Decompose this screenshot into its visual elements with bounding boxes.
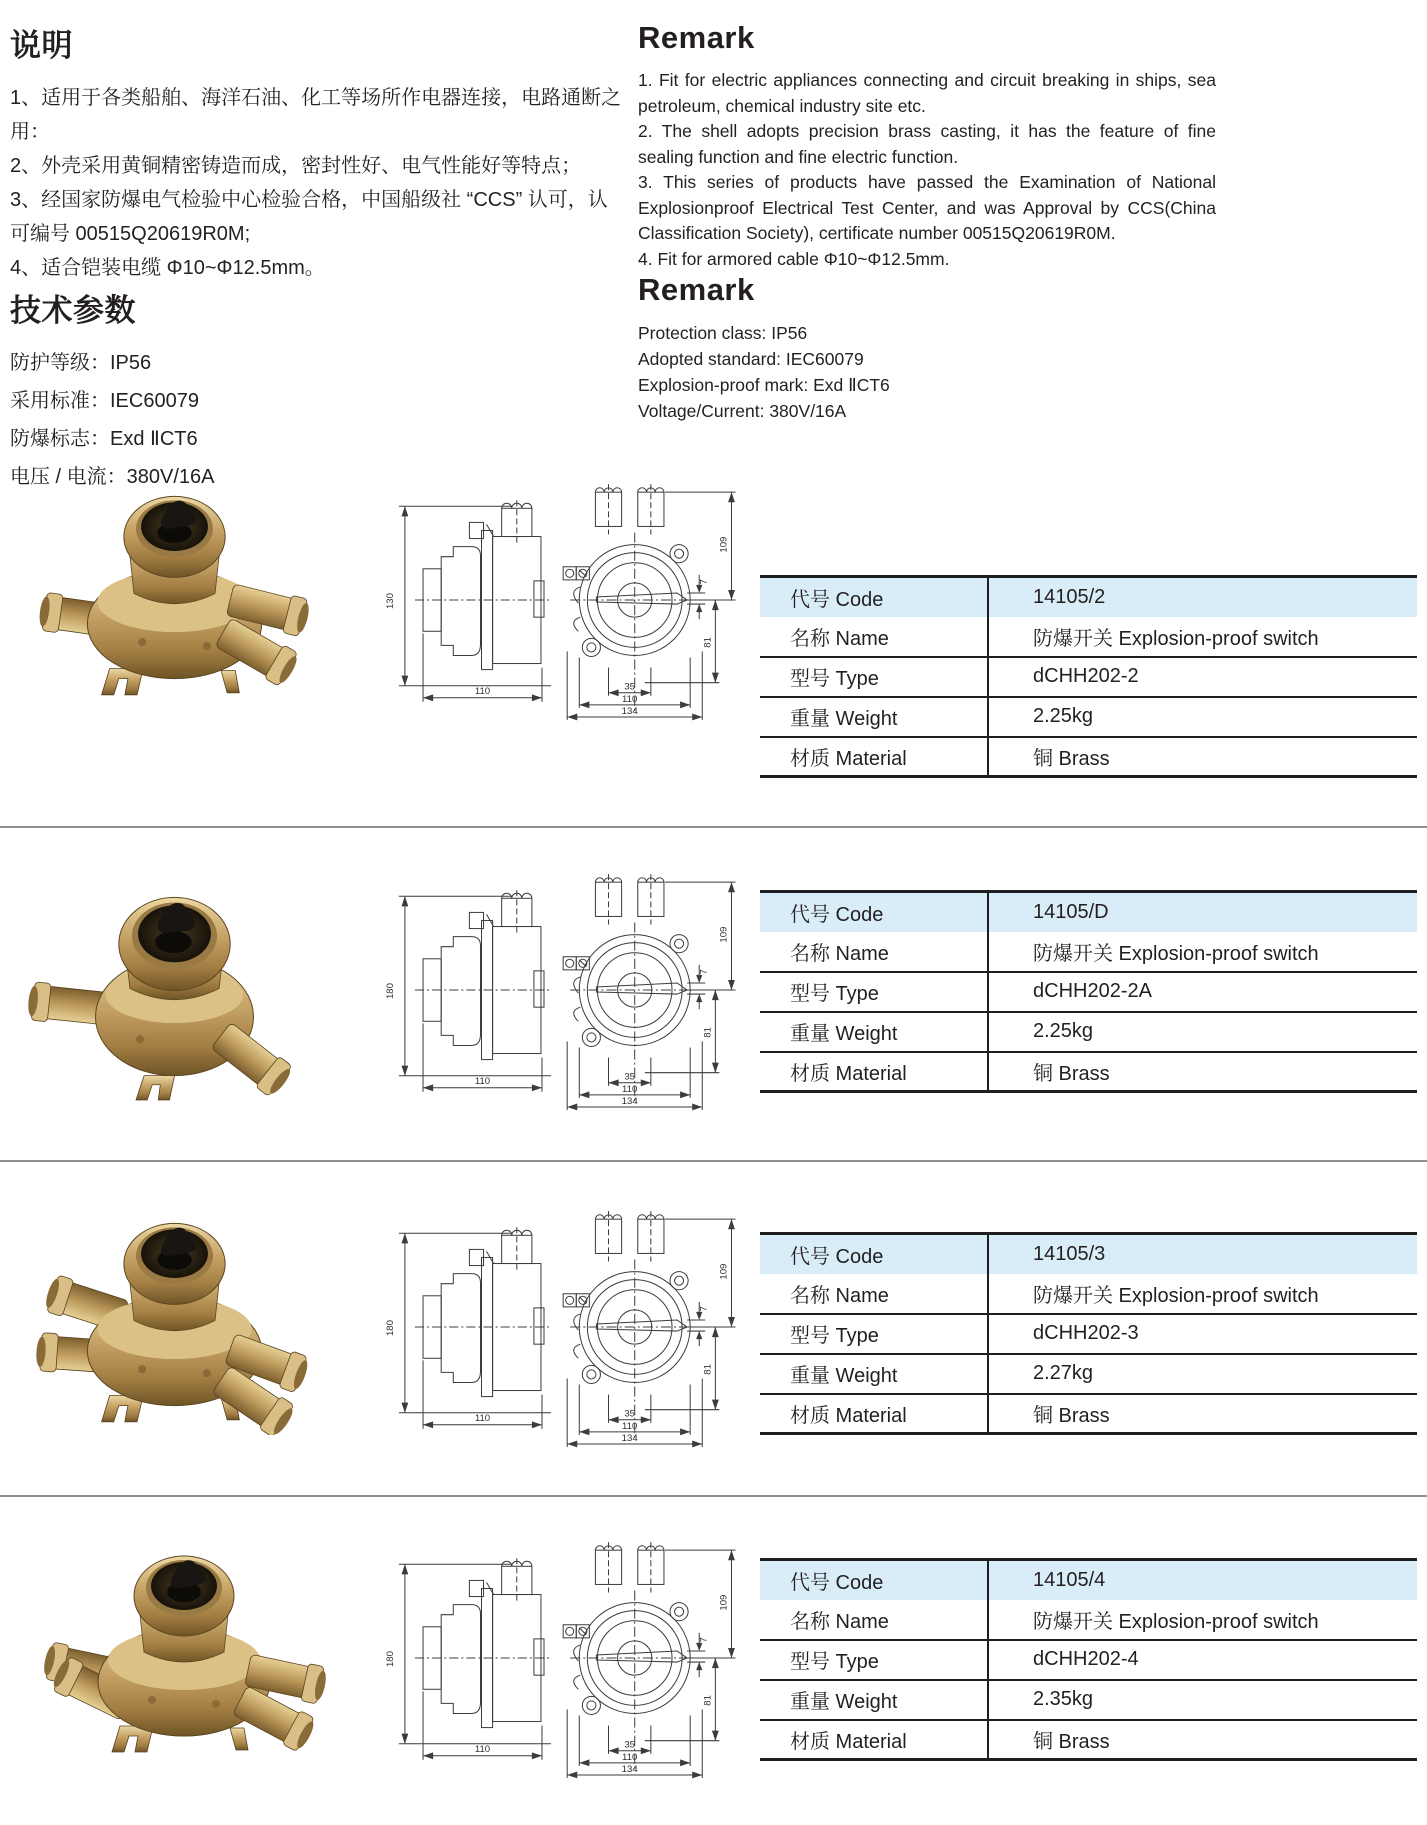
section-divider xyxy=(0,826,1427,828)
spec-row xyxy=(760,1600,1417,1640)
tech-params-heading: 技术参数 xyxy=(10,293,136,328)
dim-label-thickness: 7 xyxy=(698,579,710,585)
spec-value-cell: 铜 Brass xyxy=(988,1052,1417,1092)
spec-value-cell: 防爆开关 Explosion-proof switch xyxy=(1033,1284,1319,1307)
dim-label-thickness: 7 xyxy=(698,1637,710,1643)
tech-param-line: 防护等级：IP56 xyxy=(10,352,152,374)
spec-value-cell: 铜 Brass xyxy=(988,1720,1417,1760)
remark-item: 4. Fit for armored cable Φ10~Φ12.5mm. xyxy=(638,248,950,269)
product-section xyxy=(0,470,1427,810)
spec-label-cell: 重量 Weight xyxy=(760,1354,988,1394)
remark2-list xyxy=(638,320,1216,424)
spec-label-cell: 名称 Name xyxy=(760,617,988,657)
dim-label-upper: 109 xyxy=(718,536,730,553)
dim-label-lower: 81 xyxy=(702,1364,714,1375)
product-section xyxy=(0,855,1427,1195)
spec-label-cell: 代号 Code xyxy=(760,577,988,617)
spec-row xyxy=(760,1394,1417,1434)
tech-param-line: 采用标准：IEC60079 xyxy=(10,390,199,412)
section-divider xyxy=(0,1495,1427,1497)
description-list xyxy=(10,81,622,285)
spec-table xyxy=(760,1558,1417,1761)
dim-label-lower: 81 xyxy=(702,1027,714,1038)
technical-drawing xyxy=(342,860,746,1112)
spec-row xyxy=(760,892,1417,932)
dim-label-height: 130 xyxy=(384,593,396,610)
dim-label-pitch: 35 xyxy=(624,681,636,693)
dim-label-width: 110 xyxy=(622,1083,638,1095)
remark2-heading: Remark xyxy=(638,272,755,307)
brass-switch-graphic xyxy=(22,1197,327,1435)
spec-row xyxy=(760,1012,1417,1052)
dim-label-upper: 109 xyxy=(718,1263,730,1280)
remark-item: 3. This series of products have passed the Examination of National Explosionproof Electrical Test Center, and was Approval by CCS(China Classification Society), certificate number 00515Q20619R0M. xyxy=(638,172,1216,243)
dim-label-pitch: 35 xyxy=(624,1071,636,1083)
spec-value-cell: 防爆开关 Explosion-proof switch xyxy=(1033,627,1319,650)
dim-label-thickness: 7 xyxy=(698,1306,710,1312)
dim-label-lower: 81 xyxy=(702,1695,714,1706)
dim-label-side-width: 110 xyxy=(474,1412,491,1424)
dimension-drawing xyxy=(342,860,746,1112)
remark2-line: Adopted standard: IEC60079 xyxy=(638,349,864,369)
dim-label-side-width: 110 xyxy=(474,1075,491,1087)
spec-label-cell: 重量 Weight xyxy=(760,1012,988,1052)
dimension-drawing xyxy=(342,1528,746,1780)
spec-value-cell: 2.35kg xyxy=(988,1680,1417,1720)
spec-row xyxy=(760,617,1417,657)
spec-row xyxy=(760,1720,1417,1760)
spec-row xyxy=(760,1640,1417,1680)
spec-label-cell: 型号 Type xyxy=(760,1640,988,1680)
spec-label-cell: 重量 Weight xyxy=(760,697,988,737)
remark-list xyxy=(638,68,1216,272)
section-divider xyxy=(0,1160,1427,1162)
spec-label-cell: 代号 Code xyxy=(760,1560,988,1600)
spec-label-cell: 型号 Type xyxy=(760,972,988,1012)
product-section xyxy=(0,1192,1427,1532)
spec-value-cell: 14105/4 xyxy=(1033,1568,1106,1591)
dim-label-overall: 134 xyxy=(621,1432,638,1444)
spec-label-cell: 代号 Code xyxy=(760,1234,988,1274)
remark2-line: Protection class: IP56 xyxy=(638,323,808,343)
spec-value-cell: dCHH202-4 xyxy=(988,1640,1417,1680)
spec-row xyxy=(760,1234,1417,1274)
spec-row xyxy=(760,1314,1417,1354)
remark-section xyxy=(638,20,1216,424)
dim-label-width: 110 xyxy=(622,1420,638,1432)
product-photo xyxy=(22,1197,332,1435)
dim-label-thickness: 7 xyxy=(698,969,710,975)
spec-row xyxy=(760,577,1417,617)
spec-value-cell: 2.25kg xyxy=(988,697,1417,737)
remark2-line: Voltage/Current: 380V/16A xyxy=(638,401,847,421)
spec-table xyxy=(760,575,1417,778)
dimension-drawing xyxy=(342,470,746,722)
spec-label-cell: 材质 Material xyxy=(760,737,988,777)
spec-label-cell: 材质 Material xyxy=(760,1052,988,1092)
description-item: 4、适合铠装电缆 Φ10~Φ12.5mm。 xyxy=(10,257,325,279)
remark-item: 1. Fit for electric appliances connecting and circuit breaking in ships, sea petroleum, chemical industry site etc. xyxy=(638,70,1216,116)
dim-label-height: 180 xyxy=(384,1651,396,1668)
dim-label-side-width: 110 xyxy=(474,685,491,697)
spec-row xyxy=(760,1274,1417,1314)
dim-label-pitch: 35 xyxy=(624,1408,636,1420)
description-heading: 说明 xyxy=(10,28,73,63)
description-item: 2、外壳采用黄铜精密铸造而成，密封性好、电气性能好等特点； xyxy=(10,155,582,177)
product-photo xyxy=(22,1530,332,1768)
technical-drawing xyxy=(342,470,746,722)
spec-value-cell: dCHH202-3 xyxy=(988,1314,1417,1354)
dim-label-pitch: 35 xyxy=(624,1739,636,1751)
remark2-line: Explosion-proof mark: Exd ⅡCT6 xyxy=(638,375,890,395)
tech-param-line: 电压 / 电流：380V/16A xyxy=(10,466,215,488)
spec-row xyxy=(760,1052,1417,1092)
spec-label-cell: 名称 Name xyxy=(760,932,988,972)
dim-label-overall: 134 xyxy=(621,1095,638,1107)
brass-switch-graphic xyxy=(22,1530,342,1765)
dim-label-height: 180 xyxy=(384,1320,396,1337)
spec-label-cell: 材质 Material xyxy=(760,1394,988,1434)
dim-label-overall: 134 xyxy=(621,705,638,717)
spec-value-cell: 铜 Brass xyxy=(988,737,1417,777)
dim-label-side-width: 110 xyxy=(474,1743,491,1755)
spec-value-cell: 2.25kg xyxy=(988,1012,1417,1052)
spec-label-cell: 代号 Code xyxy=(760,892,988,932)
brass-switch-graphic xyxy=(22,470,327,708)
dim-label-height: 180 xyxy=(384,983,396,1000)
spec-value-cell: 防爆开关 Explosion-proof switch xyxy=(1033,942,1319,965)
spec-value-cell: 防爆开关 Explosion-proof switch xyxy=(1033,1610,1319,1633)
spec-label-cell: 重量 Weight xyxy=(760,1680,988,1720)
dim-label-upper: 109 xyxy=(718,1594,730,1611)
description-item: 3、经国家防爆电气检验中心检验合格，中国船级社 “CCS” 认可，认可编号 00515Q20619R0M; xyxy=(10,189,608,245)
spec-row xyxy=(760,1560,1417,1600)
dimension-drawing xyxy=(342,1197,746,1449)
spec-table xyxy=(760,890,1417,1093)
spec-value-cell: dCHH202-2 xyxy=(988,657,1417,697)
description-item: 1、适用于各类船舶、海洋石油、化工等场所作电器连接，电路通断之用： xyxy=(10,87,622,143)
spec-label-cell: 型号 Type xyxy=(760,657,988,697)
spec-value-cell: dCHH202-2A xyxy=(988,972,1417,1012)
brass-switch-graphic xyxy=(22,865,327,1103)
remark-item: 2. The shell adopts precision brass casting, it has the feature of fine sealing function and fine electric function. xyxy=(638,121,1216,167)
dim-label-lower: 81 xyxy=(702,637,714,648)
spec-row xyxy=(760,697,1417,737)
spec-value-cell: 14105/2 xyxy=(1033,585,1106,608)
spec-table xyxy=(760,1232,1417,1435)
spec-row xyxy=(760,657,1417,697)
dim-label-width: 110 xyxy=(622,1751,638,1763)
spec-value-cell: 铜 Brass xyxy=(988,1394,1417,1434)
spec-value-cell: 14105/3 xyxy=(1033,1242,1106,1265)
spec-row xyxy=(760,737,1417,777)
spec-row xyxy=(760,1680,1417,1720)
spec-label-cell: 名称 Name xyxy=(760,1274,988,1314)
spec-value-cell: 2.27kg xyxy=(988,1354,1417,1394)
spec-label-cell: 型号 Type xyxy=(760,1314,988,1354)
technical-drawing xyxy=(342,1197,746,1449)
product-photo xyxy=(22,470,332,708)
dim-label-upper: 109 xyxy=(718,926,730,943)
spec-row xyxy=(760,932,1417,972)
spec-label-cell: 材质 Material xyxy=(760,1720,988,1760)
dim-label-overall: 134 xyxy=(621,1763,638,1775)
spec-row xyxy=(760,1354,1417,1394)
tech-param-line: 防爆标志：Exd ⅡCT6 xyxy=(10,428,198,450)
dim-label-width: 110 xyxy=(622,693,638,705)
spec-value-cell: 14105/D xyxy=(1033,900,1109,923)
spec-label-cell: 名称 Name xyxy=(760,1600,988,1640)
spec-row xyxy=(760,972,1417,1012)
description-section xyxy=(10,20,622,496)
technical-drawing xyxy=(342,1528,746,1780)
product-section xyxy=(0,1518,1427,1825)
product-photo xyxy=(22,865,332,1103)
remark-heading: Remark xyxy=(638,20,755,55)
